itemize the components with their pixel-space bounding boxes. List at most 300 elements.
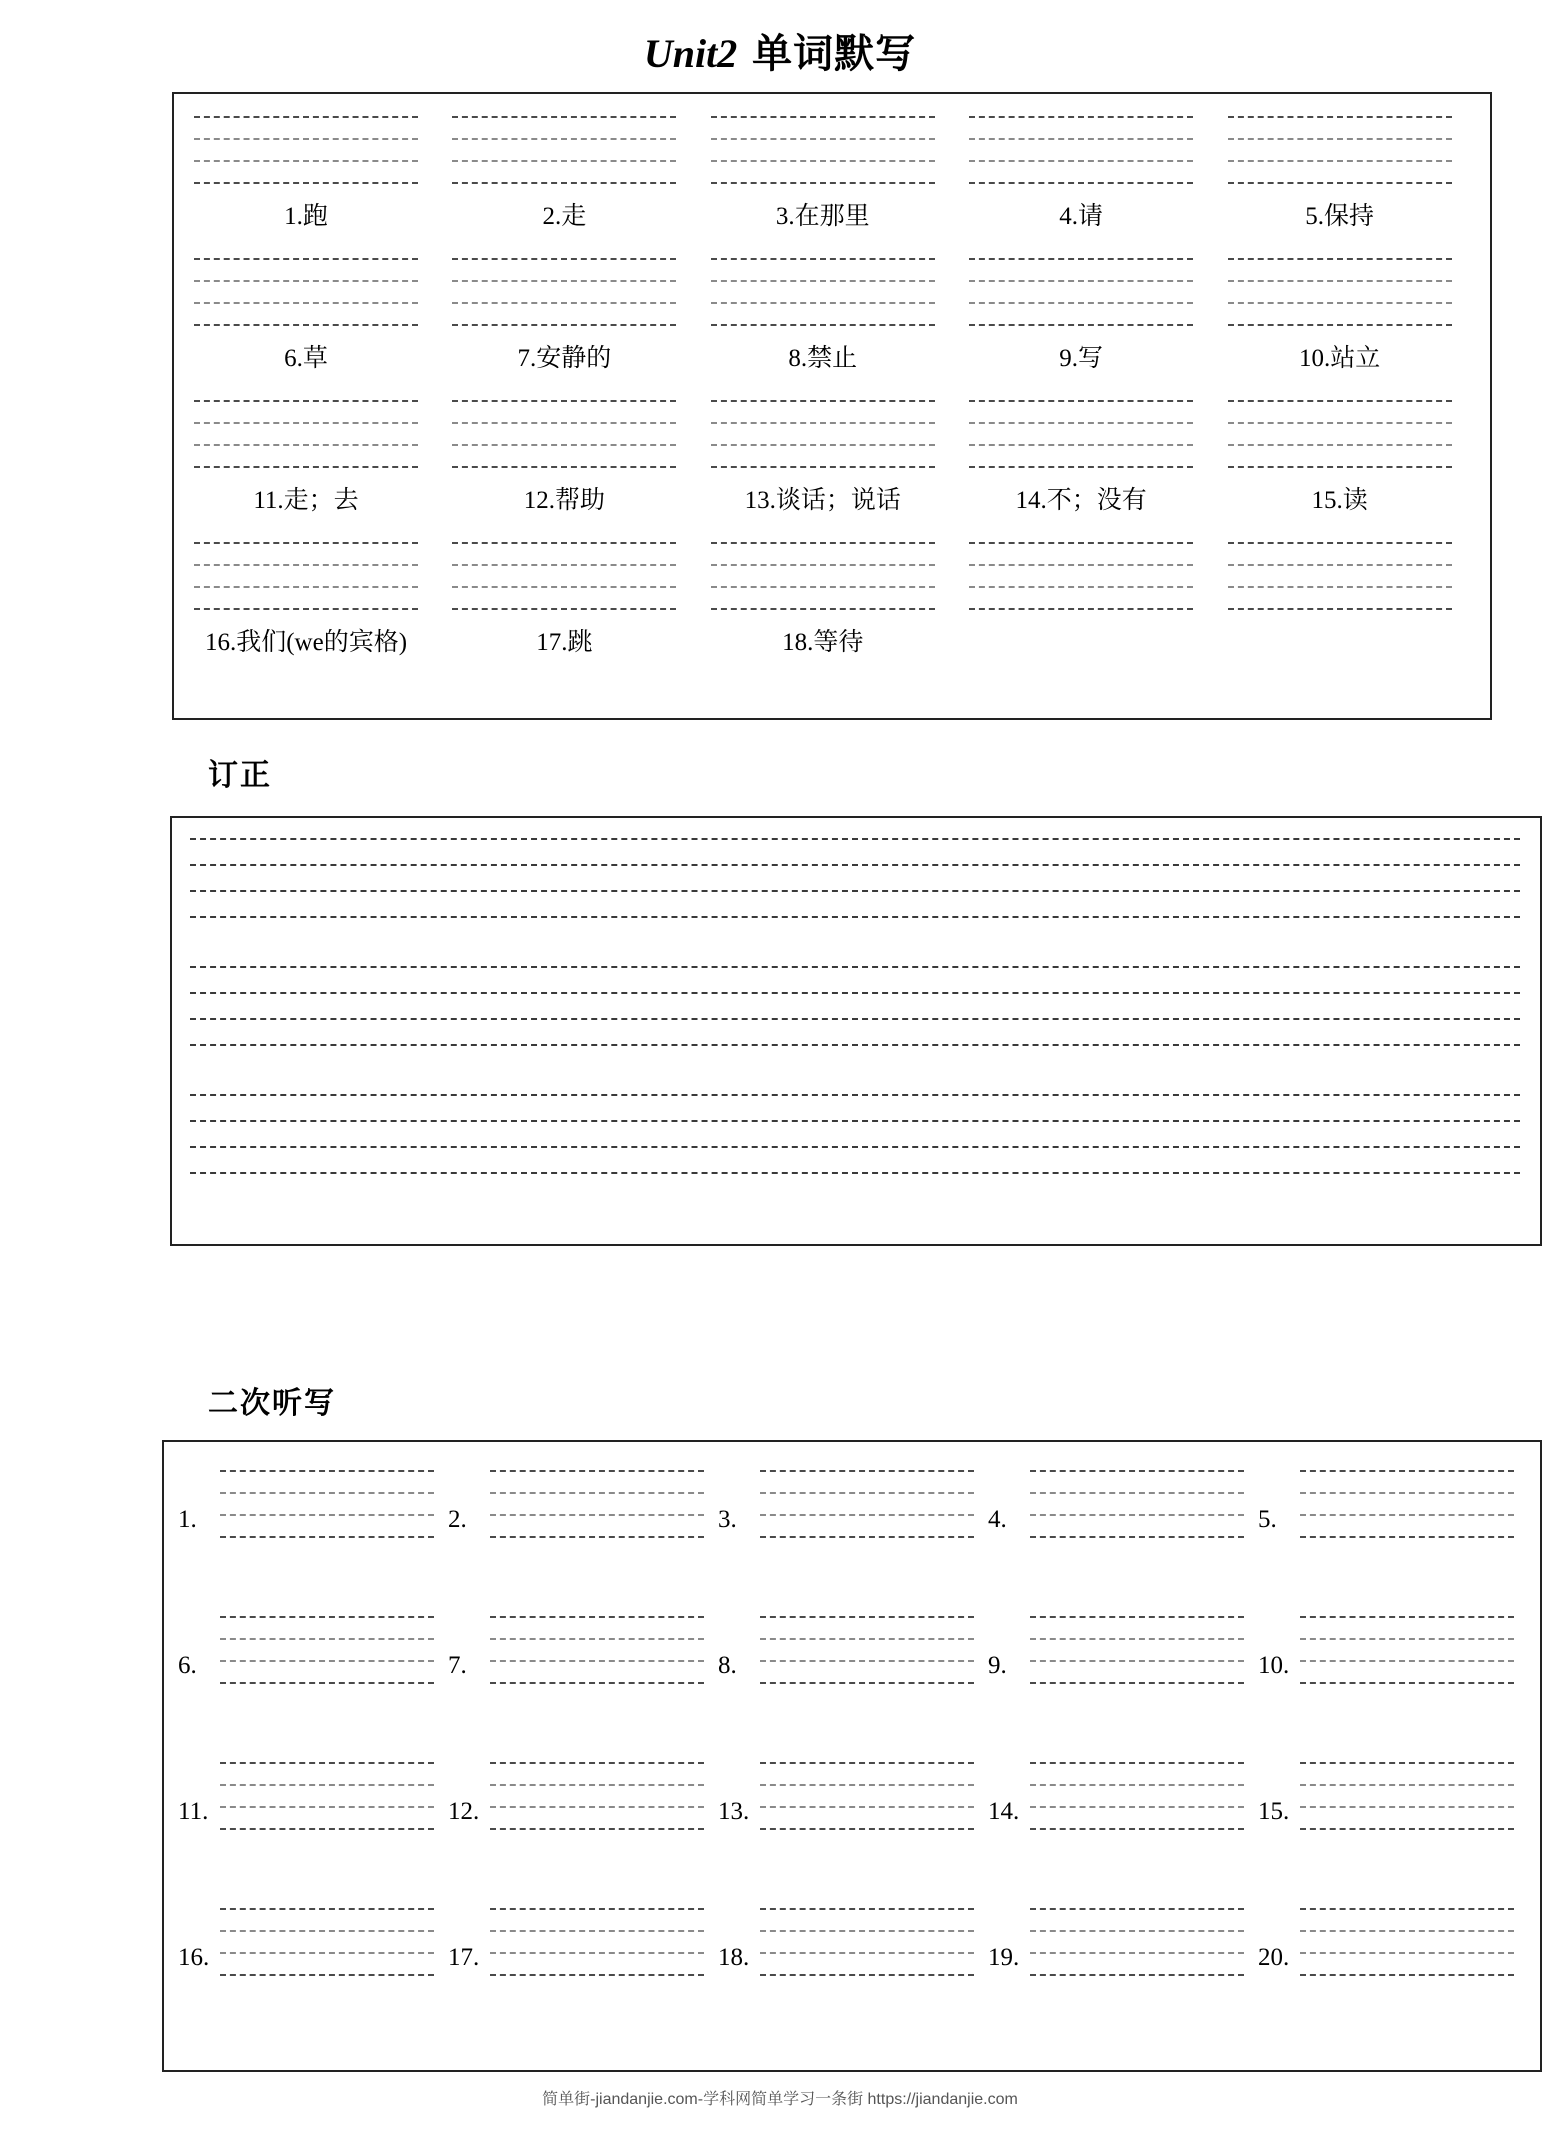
numbered-word-cell — [718, 1904, 988, 2016]
writing-rules — [1030, 1758, 1244, 1848]
writing-rules — [452, 538, 676, 618]
word-cell — [194, 538, 418, 658]
rule-line — [969, 182, 1193, 184]
writing-rules — [711, 396, 935, 476]
word-label: 10.站立 — [1298, 345, 1381, 372]
rule-line — [969, 116, 1193, 118]
rule-line — [1030, 1616, 1244, 1618]
rule-line — [1228, 444, 1452, 446]
rule-line — [1300, 1828, 1514, 1830]
item-number: 14. — [988, 1798, 1020, 1825]
rule-line — [1228, 182, 1452, 184]
rule-line — [1300, 1514, 1514, 1516]
rule-line — [194, 466, 418, 468]
rule-line — [1228, 542, 1452, 544]
second-dictation-box — [162, 1440, 1542, 2072]
rule-line — [711, 586, 935, 588]
rule-line — [194, 302, 418, 304]
item-number: 18. — [718, 1944, 750, 1971]
rule-line — [1300, 1806, 1514, 1808]
rule-line — [969, 422, 1193, 424]
rule-line — [220, 1828, 434, 1830]
rule-line — [220, 1784, 434, 1786]
rule-line — [190, 992, 1520, 994]
writing-rules — [194, 112, 418, 192]
numbered-word-cell — [988, 1466, 1258, 1578]
item-number: 7. — [448, 1652, 467, 1679]
writing-rules — [711, 112, 935, 192]
word-label: 4.请 — [1059, 203, 1104, 230]
rule-line — [711, 444, 935, 446]
rule-line — [1300, 1470, 1514, 1472]
numbered-word-cell — [718, 1466, 988, 1578]
item-number: 3. — [718, 1506, 737, 1533]
numbered-word-cell — [178, 1904, 448, 2016]
word-cell — [969, 112, 1193, 232]
rule-line — [969, 542, 1193, 544]
writing-rules — [1030, 1612, 1244, 1702]
rule-line — [452, 324, 676, 326]
rule-line — [1030, 1974, 1244, 1976]
writing-rules — [711, 538, 935, 618]
correction-box — [170, 816, 1542, 1246]
rule-line — [969, 302, 1193, 304]
rule-line — [490, 1514, 704, 1516]
rule-line — [190, 916, 1520, 918]
word-label: 1.跑 — [284, 203, 328, 230]
numbered-word-cell — [718, 1758, 988, 1870]
rule-line — [1228, 324, 1452, 326]
item-number: 16. — [178, 1944, 210, 1971]
rule-line — [760, 1828, 974, 1830]
writing-rules — [969, 538, 1193, 618]
writing-rules — [220, 1612, 434, 1702]
numbered-word-cell — [1258, 1904, 1528, 2016]
item-number: 15. — [1258, 1798, 1290, 1825]
second-dictation-heading: 二次听写 — [208, 1386, 336, 1421]
writing-rules — [969, 396, 1193, 476]
rule-line — [760, 1908, 974, 1910]
rule-line — [969, 586, 1193, 588]
rule-line — [1030, 1762, 1244, 1764]
rule-line — [190, 1094, 1520, 1096]
rule-line — [194, 138, 418, 140]
writing-rules — [490, 1466, 704, 1556]
rule-line — [969, 280, 1193, 282]
writing-rules — [1030, 1904, 1244, 1994]
rule-line — [452, 564, 676, 566]
word-label: 2.走 — [542, 203, 587, 230]
rule-line — [452, 444, 676, 446]
rule-line — [194, 182, 418, 184]
rule-line — [760, 1536, 974, 1538]
rule-line — [190, 864, 1520, 866]
rule-line — [194, 258, 418, 260]
word-cell — [1228, 396, 1452, 516]
rule-line — [452, 422, 676, 424]
writing-rules — [760, 1612, 974, 1702]
numbered-word-cell — [718, 1612, 988, 1724]
word-label: 9.写 — [1059, 345, 1104, 372]
rule-line — [452, 302, 676, 304]
rule-line — [452, 160, 676, 162]
rule-line — [220, 1908, 434, 1910]
numbered-word-cell — [178, 1612, 448, 1724]
rule-line — [490, 1930, 704, 1932]
rule-line — [452, 586, 676, 588]
word-cell — [452, 112, 676, 232]
rule-line — [220, 1974, 434, 1976]
word-label: 8.禁止 — [788, 345, 858, 372]
rule-line — [194, 564, 418, 566]
item-number: 6. — [178, 1652, 197, 1679]
rule-line — [760, 1660, 974, 1662]
footer-watermark: 简单街-jiandanjie.com-学科网简单学习一条街 https://jiandanjie.com — [542, 2091, 1018, 2108]
rule-line — [220, 1806, 434, 1808]
word-label: 12.帮助 — [523, 487, 606, 514]
word-cell — [194, 396, 418, 516]
rule-line — [1300, 1930, 1514, 1932]
word-cell — [194, 254, 418, 374]
item-number: 19. — [988, 1944, 1020, 1971]
word-cell — [1228, 538, 1452, 658]
numbered-word-cell — [988, 1758, 1258, 1870]
item-number: 10. — [1258, 1652, 1290, 1679]
word-cell — [1228, 254, 1452, 374]
rule-line — [1030, 1930, 1244, 1932]
writing-rules — [452, 254, 676, 334]
word-label: 6.草 — [284, 345, 328, 372]
dictation-box — [172, 92, 1492, 720]
rule-line — [1030, 1784, 1244, 1786]
rule-line — [1030, 1492, 1244, 1494]
rule-line — [220, 1952, 434, 1954]
rule-line — [760, 1974, 974, 1976]
item-number: 5. — [1258, 1506, 1277, 1533]
rule-line — [194, 280, 418, 282]
page-title-unit: Unit2 — [643, 31, 738, 76]
rule-line — [194, 422, 418, 424]
rule-line — [194, 444, 418, 446]
item-number: 9. — [988, 1652, 1007, 1679]
rule-line — [760, 1930, 974, 1932]
writing-rules — [1228, 112, 1452, 192]
word-label: 13.谈话；说话 — [744, 487, 901, 514]
second-dictation-grid — [178, 1466, 1528, 2016]
rule-line — [1300, 1660, 1514, 1662]
rule-line — [194, 400, 418, 402]
numbered-word-cell — [1258, 1612, 1528, 1724]
word-label: 3.在那里 — [775, 203, 870, 230]
rule-line — [190, 966, 1520, 968]
writing-rules — [1228, 538, 1452, 618]
rule-line — [220, 1638, 434, 1640]
writing-rules — [220, 1466, 434, 1556]
item-number: 1. — [178, 1506, 197, 1533]
rule-line — [1228, 138, 1452, 140]
word-cell — [452, 538, 676, 658]
rule-line — [1030, 1536, 1244, 1538]
rule-line — [1030, 1908, 1244, 1910]
rule-line — [1228, 160, 1452, 162]
rule-line — [711, 182, 935, 184]
rule-line — [190, 1044, 1520, 1046]
rule-line — [760, 1784, 974, 1786]
numbered-word-cell — [178, 1758, 448, 1870]
rule-line — [711, 302, 935, 304]
page-title — [0, 22, 1560, 79]
rule-line — [220, 1470, 434, 1472]
writing-rules — [1300, 1612, 1514, 1702]
rule-line — [711, 542, 935, 544]
rule-line — [194, 542, 418, 544]
rule-line — [490, 1828, 704, 1830]
item-number: 20. — [1258, 1944, 1290, 1971]
numbered-word-cell — [448, 1612, 718, 1724]
writing-rules — [969, 112, 1193, 192]
rule-line — [190, 1172, 1520, 1174]
writing-rules — [194, 254, 418, 334]
rule-line — [490, 1616, 704, 1618]
rule-line — [1300, 1638, 1514, 1640]
rule-line — [760, 1952, 974, 1954]
word-cell — [452, 396, 676, 516]
rule-line — [1228, 586, 1452, 588]
rule-line — [1030, 1828, 1244, 1830]
rule-line — [452, 258, 676, 260]
rule-line — [969, 138, 1193, 140]
rule-line — [1228, 116, 1452, 118]
rule-line — [190, 1146, 1520, 1148]
rule-line — [760, 1638, 974, 1640]
word-grid — [194, 112, 1474, 658]
rule-line — [760, 1514, 974, 1516]
word-cell — [711, 396, 935, 516]
rule-line — [1300, 1616, 1514, 1618]
rule-line — [194, 160, 418, 162]
rule-line — [1228, 608, 1452, 610]
rule-line — [969, 400, 1193, 402]
item-number: 13. — [718, 1798, 750, 1825]
rule-line — [490, 1492, 704, 1494]
word-label: 5.保持 — [1305, 203, 1374, 230]
writing-rules — [194, 396, 418, 476]
rule-line — [1300, 1762, 1514, 1764]
page-title-main: 单词默写 — [752, 31, 917, 77]
rule-line — [969, 324, 1193, 326]
rule-line — [452, 182, 676, 184]
rule-line — [1228, 564, 1452, 566]
writing-rules — [490, 1758, 704, 1848]
item-number: 8. — [718, 1652, 737, 1679]
rule-line — [711, 608, 935, 610]
rule-line — [1300, 1952, 1514, 1954]
rule-line — [452, 116, 676, 118]
rule-line — [711, 258, 935, 260]
rule-line — [1030, 1660, 1244, 1662]
word-label: 7.安静的 — [517, 345, 612, 372]
word-label: 17.跳 — [536, 629, 593, 656]
word-cell — [452, 254, 676, 374]
rule-line — [760, 1616, 974, 1618]
rule-line — [490, 1762, 704, 1764]
rule-line — [220, 1682, 434, 1684]
rule-line — [220, 1616, 434, 1618]
rule-line — [1300, 1784, 1514, 1786]
rule-line — [760, 1470, 974, 1472]
word-cell — [969, 396, 1193, 516]
word-cell — [711, 112, 935, 232]
rule-line — [452, 608, 676, 610]
correction-heading: 订正 — [208, 758, 272, 793]
rule-line — [220, 1514, 434, 1516]
writing-rules — [760, 1466, 974, 1556]
rule-line — [190, 1018, 1520, 1020]
rule-line — [194, 586, 418, 588]
writing-rules — [1030, 1466, 1244, 1556]
numbered-word-cell — [448, 1466, 718, 1578]
rule-line — [760, 1806, 974, 1808]
numbered-word-cell — [988, 1904, 1258, 2016]
writing-rules — [220, 1904, 434, 1994]
numbered-word-cell — [178, 1466, 448, 1578]
rule-line — [220, 1492, 434, 1494]
rule-line — [969, 444, 1193, 446]
rule-line — [220, 1930, 434, 1932]
rule-line — [490, 1536, 704, 1538]
rule-line — [711, 160, 935, 162]
rule-line — [760, 1492, 974, 1494]
numbered-word-cell — [1258, 1758, 1528, 1870]
writing-rules — [1300, 1758, 1514, 1848]
rule-line — [490, 1784, 704, 1786]
rule-line — [452, 138, 676, 140]
rule-line — [490, 1470, 704, 1472]
item-number: 12. — [448, 1798, 480, 1825]
rule-line — [711, 564, 935, 566]
writing-rules — [711, 254, 935, 334]
rule-line — [194, 324, 418, 326]
rule-line — [490, 1908, 704, 1910]
rule-line — [711, 422, 935, 424]
rule-line — [1300, 1536, 1514, 1538]
word-cell — [1228, 112, 1452, 232]
rule-line — [490, 1660, 704, 1662]
rule-line — [711, 400, 935, 402]
rule-line — [1030, 1952, 1244, 1954]
rule-line — [1228, 280, 1452, 282]
rule-line — [711, 324, 935, 326]
word-cell — [969, 254, 1193, 374]
rule-line — [220, 1762, 434, 1764]
rule-line — [711, 138, 935, 140]
rule-line — [1030, 1514, 1244, 1516]
item-number: 17. — [448, 1944, 480, 1971]
numbered-word-cell — [448, 1758, 718, 1870]
writing-rules — [1228, 396, 1452, 476]
rule-line — [711, 280, 935, 282]
rule-line — [490, 1638, 704, 1640]
rule-line — [969, 564, 1193, 566]
rule-line — [490, 1806, 704, 1808]
writing-rules — [452, 112, 676, 192]
rule-line — [452, 400, 676, 402]
writing-rules — [1300, 1904, 1514, 1994]
rule-line — [1030, 1682, 1244, 1684]
word-cell — [194, 112, 418, 232]
writing-rules — [969, 254, 1193, 334]
rule-line — [711, 466, 935, 468]
word-label: 15.读 — [1311, 487, 1368, 514]
writing-rules — [452, 396, 676, 476]
numbered-word-cell — [988, 1612, 1258, 1724]
rule-line — [1300, 1492, 1514, 1494]
numbered-word-cell — [448, 1904, 718, 2016]
writing-rules — [1228, 254, 1452, 334]
rule-line — [220, 1536, 434, 1538]
writing-rules — [760, 1904, 974, 1994]
rule-line — [1300, 1974, 1514, 1976]
writing-rules — [1300, 1466, 1514, 1556]
rule-line — [194, 608, 418, 610]
rule-line — [490, 1682, 704, 1684]
word-cell — [969, 538, 1193, 658]
word-cell — [711, 538, 935, 658]
rule-line — [711, 116, 935, 118]
rule-line — [1228, 400, 1452, 402]
writing-rules — [490, 1904, 704, 1994]
rule-line — [969, 258, 1193, 260]
rule-line — [1030, 1638, 1244, 1640]
rule-line — [1030, 1470, 1244, 1472]
numbered-word-cell — [1258, 1466, 1528, 1578]
writing-rules — [490, 1612, 704, 1702]
rule-line — [452, 542, 676, 544]
rule-line — [1300, 1682, 1514, 1684]
word-label: 16.我们(we的宾格) — [204, 629, 408, 656]
rule-line — [1228, 422, 1452, 424]
rule-line — [1300, 1908, 1514, 1910]
rule-line — [490, 1974, 704, 1976]
rule-line — [1228, 466, 1452, 468]
rule-line — [452, 280, 676, 282]
rule-line — [190, 1120, 1520, 1122]
rule-line — [452, 466, 676, 468]
word-label: 18.等待 — [782, 629, 864, 656]
rule-line — [760, 1682, 974, 1684]
item-number: 4. — [988, 1506, 1007, 1533]
rule-line — [194, 116, 418, 118]
rule-line — [760, 1762, 974, 1764]
word-label: 11.走；去 — [253, 487, 359, 514]
rule-line — [969, 608, 1193, 610]
writing-rules — [760, 1758, 974, 1848]
rule-line — [190, 838, 1520, 840]
rule-line — [490, 1952, 704, 1954]
writing-rules — [194, 538, 418, 618]
word-label: 14.不；没有 — [1015, 487, 1147, 514]
rule-line — [969, 466, 1193, 468]
item-number: 2. — [448, 1506, 467, 1533]
rule-line — [1228, 302, 1452, 304]
word-cell — [711, 254, 935, 374]
writing-rules — [220, 1758, 434, 1848]
rule-line — [220, 1660, 434, 1662]
item-number: 11. — [178, 1798, 209, 1825]
rule-line — [969, 160, 1193, 162]
rule-line — [1228, 258, 1452, 260]
rule-line — [190, 890, 1520, 892]
